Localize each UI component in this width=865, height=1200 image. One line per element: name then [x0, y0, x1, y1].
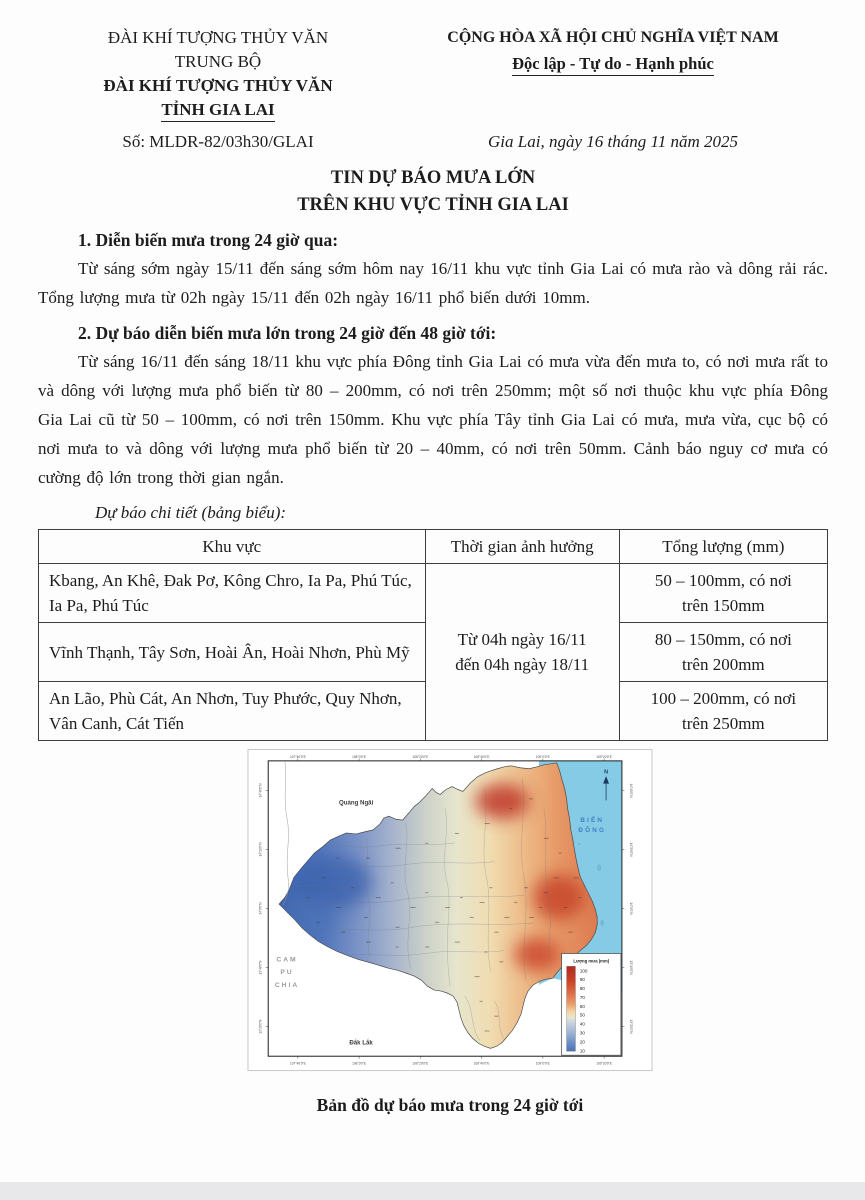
label-bien-dong-1: BIỂN — [580, 817, 605, 825]
nation-title: CỘNG HÒA XÃ HỘI CHỦ NGHĨA VIỆT NAM — [447, 29, 779, 46]
svg-text:109°20'0"E: 109°20'0"E — [596, 754, 612, 759]
amount-cell-2: 80 – 150mm, có nơi trên 200mm — [619, 623, 827, 682]
number-date-row — [38, 132, 828, 152]
document-number: Số: MLDR-82/03h30/GLAI — [122, 132, 314, 151]
rain-map-figure — [247, 749, 653, 1116]
col-header-amount: Tổng lượng (mm) — [619, 530, 827, 564]
amount-cell-3: 100 – 200mm, có nơi trên 250mm — [619, 682, 827, 741]
label-campuchia-1: CAM — [276, 956, 298, 964]
section1-heading: 1. Diễn biến mưa trong 24 giờ qua: — [78, 230, 339, 250]
amount-cell-1: 50 – 100mm, có nơi trên 150mm — [619, 564, 827, 623]
scan-bottom-edge — [0, 1182, 865, 1200]
svg-text:108°0'0"E: 108°0'0"E — [352, 754, 367, 759]
map-legend — [562, 953, 621, 1055]
table-header-row — [39, 530, 828, 564]
document-title — [38, 165, 828, 219]
legend-title: Lượng mưa (mm) — [573, 958, 610, 964]
area-cell-1: Kbang, An Khê, Đak Pơ, Kông Chro, Ia Pa, Phú Túc, Ia Pa, Phú Túc — [39, 564, 426, 623]
svg-text:109°20'0"E: 109°20'0"E — [596, 1061, 612, 1066]
area-cell-3: An Lão, Phù Cát, An Nhơn, Tuy Phước, Quy Nhơn, Vân Canh, Cát Tiến — [39, 682, 426, 741]
label-quang-ngai: Quảng Ngãi — [339, 799, 374, 807]
svg-text:13°40'0"N: 13°40'0"N — [628, 960, 633, 975]
agency-name-line1: ĐÀI KHÍ TƯỢNG THỦY VĂN — [103, 76, 333, 95]
place-date-line: Gia Lai, ngày 16 tháng 11 năm 2025 — [488, 132, 738, 151]
label-campuchia-2: PU — [280, 969, 294, 977]
svg-text:50: 50 — [579, 1012, 585, 1018]
agency-parent-line2: TRUNG BỘ — [174, 52, 262, 71]
section2-heading: 2. Dự báo diễn biến mưa lớn trong 24 giờ đến 48 giờ tới: — [78, 323, 497, 343]
svg-text:13°20'0"N: 13°20'0"N — [628, 1019, 633, 1034]
svg-text:14°20'0"N: 14°20'0"N — [628, 842, 633, 857]
rain-forecast-map — [247, 749, 653, 1075]
svg-text:107°40'0"E: 107°40'0"E — [290, 754, 306, 759]
section2-body: Từ sáng 16/11 đến sáng 18/11 khu vực phía Đông tỉnh Gia Lai có mưa vừa đến mưa to, có nơi mưa rất to và dông với lượng mưa phổ biến từ 80 – 200mm, có nơi trên 250mm; một số nơi thuộc khu vực phía Đông Gia Lai cũ từ 50 – 100mm, có nơi trên 150mm. Khu vực phía Tây tỉnh Gia Lai có mưa, mưa vừa, cục bộ có nơi mưa to và dông với lượng mưa phổ biến từ 20 – 40mm, có nơi trên 50mm. Cảnh báo nguy cơ mưa có cường độ lớn trong thời gian ngắn. — [38, 352, 828, 487]
svg-text:107°40'0"E: 107°40'0"E — [290, 1061, 306, 1066]
svg-text:14°20'0"N: 14°20'0"N — [258, 842, 263, 857]
svg-text:108°0'0"E: 108°0'0"E — [352, 1061, 367, 1066]
svg-text:N: N — [604, 769, 609, 776]
area-cell-2: Vĩnh Thạnh, Tây Sơn, Hoài Ân, Hoài Nhơn, Phù Mỹ — [39, 623, 426, 682]
svg-text:14°40'0"N: 14°40'0"N — [258, 783, 263, 798]
label-bien-dong-2: ĐÔNG — [578, 826, 607, 834]
svg-text:60: 60 — [579, 1003, 585, 1009]
svg-text:70: 70 — [579, 994, 585, 1000]
table-row — [39, 564, 828, 623]
svg-text:13°20'0"N: 13°20'0"N — [258, 1019, 263, 1034]
svg-text:108°40'0"E: 108°40'0"E — [473, 1061, 490, 1066]
national-header-block — [398, 26, 828, 122]
svg-text:100: 100 — [579, 968, 588, 974]
col-header-area: Khu vực — [39, 530, 426, 564]
label-dak-lak: Đắk Lắk — [349, 1039, 373, 1047]
svg-text:108°40'0"E: 108°40'0"E — [473, 754, 490, 759]
svg-text:109°0'0"E: 109°0'0"E — [535, 1061, 550, 1066]
time-cell: Từ 04h ngày 16/11 đến 04h ngày 18/11 — [425, 564, 619, 741]
forecast-table — [38, 529, 828, 741]
svg-text:14°40'0"N: 14°40'0"N — [628, 783, 633, 798]
col-header-time: Thời gian ảnh hưởng — [425, 530, 619, 564]
agency-name-line2: TỈNH GIA LAI — [38, 98, 398, 122]
svg-text:80: 80 — [579, 986, 585, 992]
svg-text:90: 90 — [579, 977, 585, 983]
svg-text:14°0'0"N: 14°0'0"N — [628, 902, 633, 915]
svg-text:20: 20 — [579, 1039, 585, 1045]
label-campuchia-3: CHIA — [274, 982, 300, 990]
svg-text:109°0'0"E: 109°0'0"E — [535, 754, 550, 759]
issuing-agency-block — [38, 26, 398, 122]
svg-text:40: 40 — [579, 1021, 585, 1027]
svg-text:14°0'0"N: 14°0'0"N — [258, 902, 263, 915]
legend-color-bar — [567, 966, 576, 1051]
table-intro: Dự báo chi tiết (bảng biểu): — [95, 503, 287, 522]
nation-motto: Độc lập - Tự do - Hạnh phúc — [398, 52, 828, 76]
title-line1: TIN DỰ BÁO MƯA LỚN — [330, 168, 536, 188]
title-line2: TRÊN KHU VỰC TỈNH GIA LAI — [297, 195, 569, 215]
svg-text:108°20'0"E: 108°20'0"E — [412, 1061, 429, 1066]
svg-text:13°40'0"N: 13°40'0"N — [258, 960, 263, 975]
document-header — [38, 26, 828, 122]
svg-text:30: 30 — [579, 1030, 585, 1036]
svg-text:10: 10 — [579, 1048, 585, 1054]
map-caption: Bản đồ dự báo mưa trong 24 giờ tới — [316, 1095, 584, 1115]
section1-body: Từ sáng sớm ngày 15/11 đến sáng sớm hôm nay 16/11 khu vực tỉnh Gia Lai có mưa rào và dông rải rác. Tổng lượng mưa từ 02h ngày 15/11 đến 02h ngày 16/11 phổ biến dưới 10mm. — [38, 259, 828, 307]
svg-text:108°20'0"E: 108°20'0"E — [412, 754, 429, 759]
agency-parent-line1: ĐÀI KHÍ TƯỢNG THỦY VĂN — [107, 28, 329, 47]
